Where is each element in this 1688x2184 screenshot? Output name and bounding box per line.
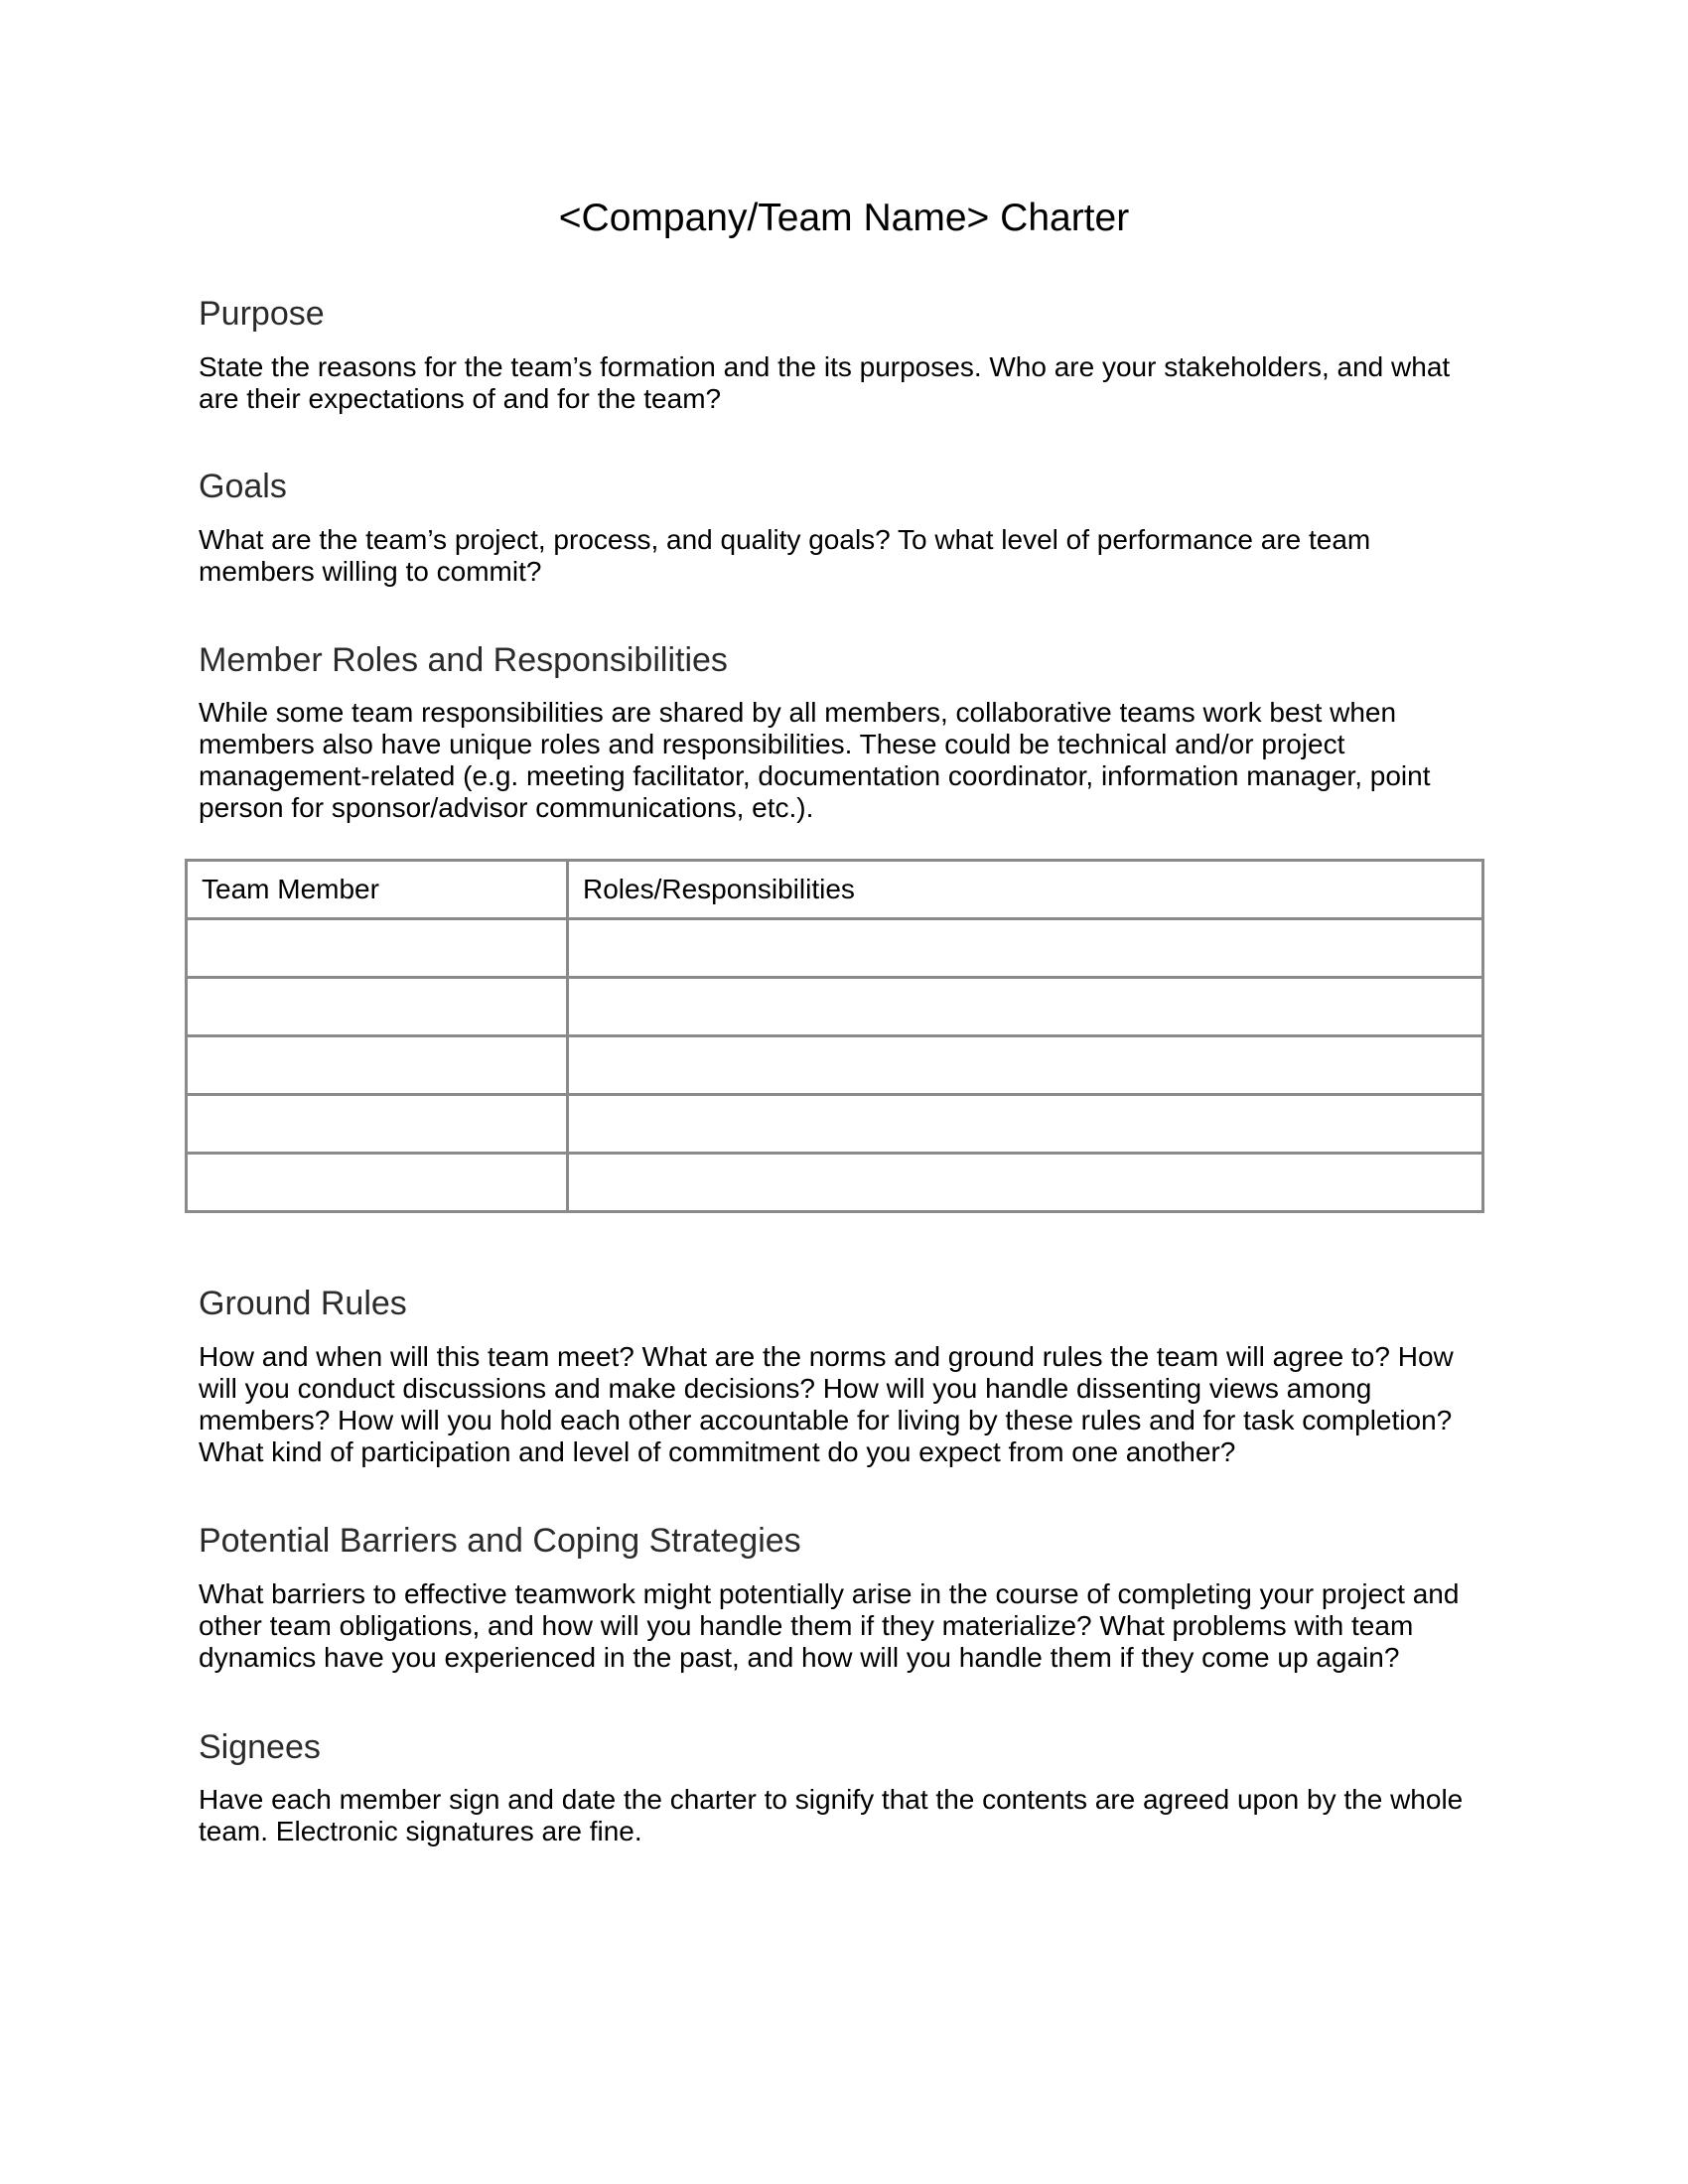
purpose-heading: Purpose bbox=[199, 295, 325, 333]
roles-heading: Member Roles and Responsibilities bbox=[199, 641, 728, 679]
roles-table bbox=[185, 859, 1484, 1213]
table-row bbox=[187, 1154, 1483, 1212]
document-title: <Company/Team Name> Charter bbox=[558, 197, 1130, 239]
team-member-cell[interactable] bbox=[187, 1095, 568, 1154]
team-member-cell[interactable] bbox=[187, 1154, 568, 1212]
team-member-cell[interactable] bbox=[187, 1036, 568, 1095]
ground-rules-heading: Ground Rules bbox=[199, 1285, 407, 1322]
roles-cell[interactable] bbox=[568, 919, 1483, 978]
goals-body: What are the team’s project, process, and quality goals? To what level of performance are team members willing to commit? bbox=[199, 524, 1371, 587]
table-row bbox=[187, 919, 1483, 978]
roles-cell[interactable] bbox=[568, 1036, 1483, 1095]
table-row bbox=[187, 978, 1483, 1036]
barriers-body: What barriers to effective teamwork might potentially arise in the course of completing your project and other team obligations, and how will you handle them if they materialize? What problems with team dynamics have you experienced in the past, and how will you handle them if they come up again? bbox=[199, 1578, 1460, 1673]
header-roles-responsibilities: Roles/Responsibilities bbox=[568, 861, 1483, 919]
purpose-body: State the reasons for the team’s formation and the its purposes. Who are your stakeholders, and what are their expectations of and for the team? bbox=[199, 351, 1451, 414]
team-member-cell[interactable] bbox=[187, 919, 568, 978]
team-member-cell[interactable] bbox=[187, 978, 568, 1036]
table-header-row bbox=[187, 861, 1483, 919]
signees-body: Have each member sign and date the charter to signify that the contents are agreed upon by the whole team. Electronic signatures are fine. bbox=[199, 1784, 1464, 1846]
roles-cell[interactable] bbox=[568, 978, 1483, 1036]
roles-cell[interactable] bbox=[568, 1095, 1483, 1154]
ground-rules-body: How and when will this team meet? What are the norms and ground rules the team will agree to? How will you conduct discussions and make decisions? How will you handle dissenting views among members? How will you hold each other accountable for living by these rules and for task completion? What kind of participation and level of commitment do you expect from one another? bbox=[199, 1341, 1454, 1467]
signees-heading: Signees bbox=[199, 1728, 321, 1766]
goals-heading: Goals bbox=[199, 468, 287, 505]
roles-body: While some team responsibilities are shared by all members, collaborative teams work best when members also have unique roles and responsibilities. These could be technical and/or project management-related (e.g. meeting facilitator, documentation coordinator, information manager, point person for sponsor/advisor communications, etc.). bbox=[199, 697, 1431, 823]
table-row bbox=[187, 1095, 1483, 1154]
table-row bbox=[187, 1036, 1483, 1095]
barriers-heading: Potential Barriers and Coping Strategies bbox=[199, 1522, 801, 1560]
roles-cell[interactable] bbox=[568, 1154, 1483, 1212]
header-team-member: Team Member bbox=[187, 861, 568, 919]
